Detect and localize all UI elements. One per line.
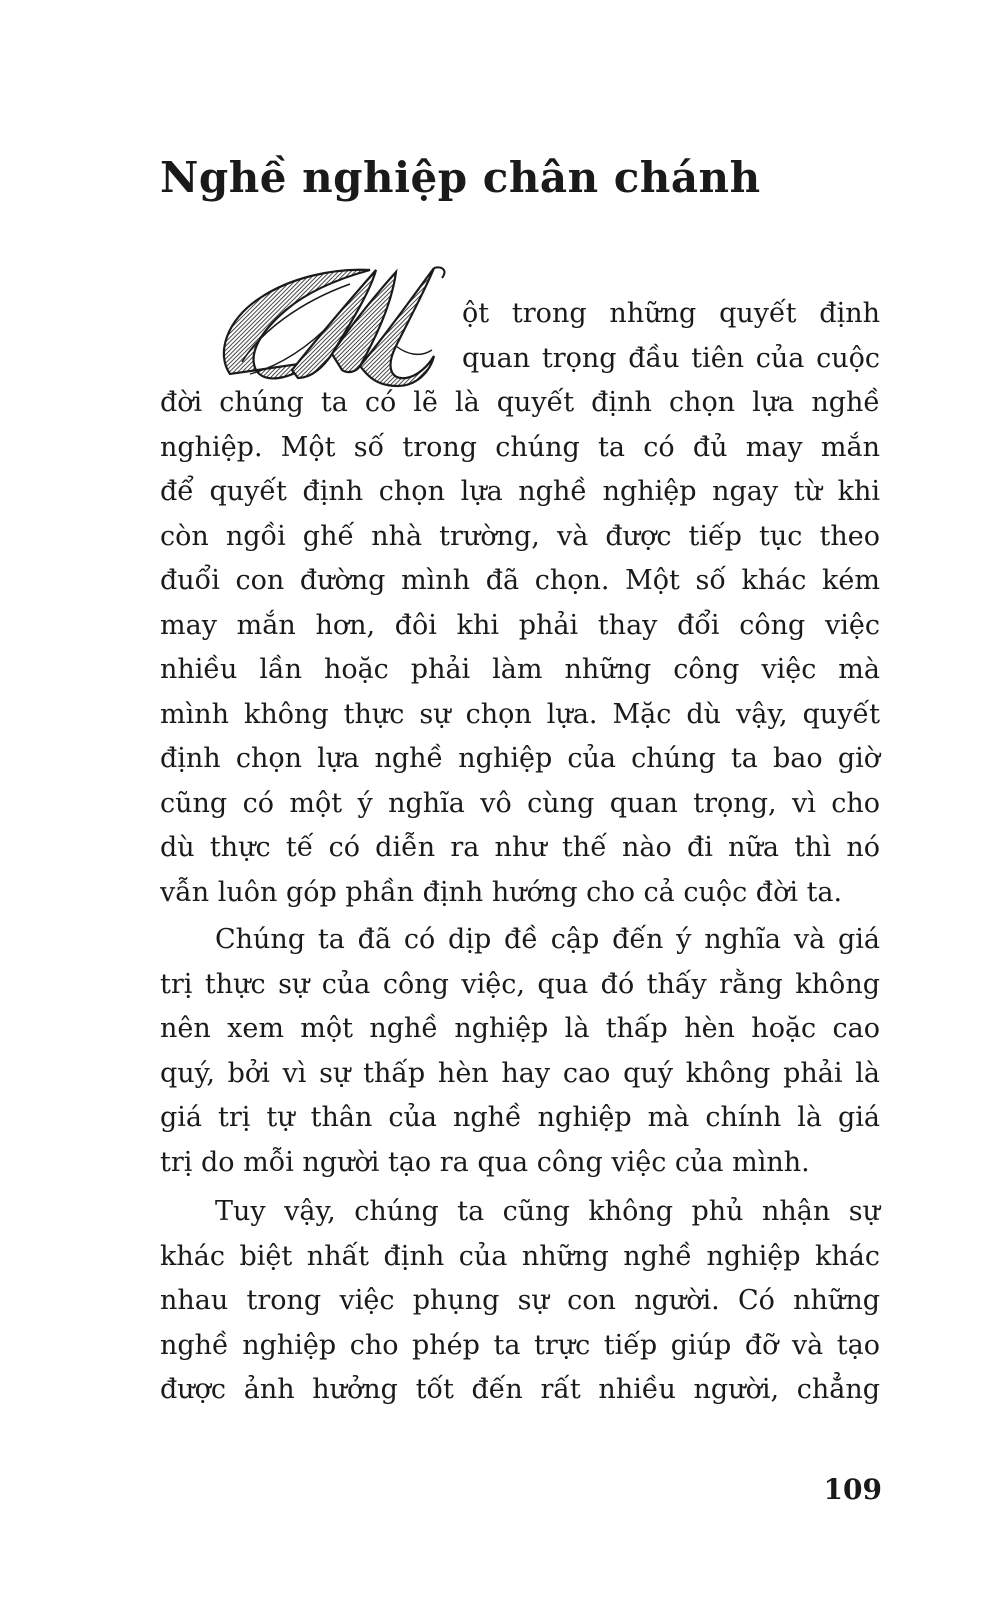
paragraph-1 xyxy=(160,292,880,915)
text-line: nhiều lần hoặc phải làm những công việc mà xyxy=(160,654,880,685)
text-line: Chúng ta đã có dịp đề cập đến ý nghĩa và giá xyxy=(215,924,880,955)
text-line: may mắn hơn, đôi khi phải thay đổi công việc xyxy=(160,609,880,641)
text-line: ột trong những quyết định xyxy=(462,298,880,329)
text-line: nghiệp. Một số trong chúng ta có đủ may mắn xyxy=(160,431,880,463)
text-line: để quyết định chọn lựa nghề nghiệp ngay từ khi xyxy=(160,476,880,507)
text-line: cũng có một ý nghĩa vô cùng quan trọng, vì cho xyxy=(160,787,880,819)
text-line: Tuy vậy, chúng ta cũng không phủ nhận sự xyxy=(215,1196,880,1227)
text-line: mình không thực sự chọn lựa. Mặc dù vậy, quyết xyxy=(160,698,880,730)
text-line: giá trị tự thân của nghề nghiệp mà chính là giá xyxy=(160,1102,880,1133)
text-line: đuổi con đường mình đã chọn. Một số khác kém xyxy=(160,565,880,596)
text-line: nên xem một nghề nghiệp là thấp hèn hoặc cao xyxy=(160,1013,880,1044)
text-line: trị do mỗi người tạo ra qua công việc của mình. xyxy=(160,1146,810,1178)
text-line: định chọn lựa nghề nghiệp của chúng ta bao giờ xyxy=(160,743,880,774)
text-line: trị thực sự của công việc, qua đó thấy rằng không xyxy=(160,968,880,1000)
paragraph-2 xyxy=(160,918,880,1185)
chapter-title: Nghề nghiệp chân chánh xyxy=(160,153,761,202)
paragraph-3 xyxy=(160,1190,880,1413)
text-line: quý, bởi vì sự thấp hèn hay cao quý không phải là xyxy=(160,1057,880,1089)
page-number: 109 xyxy=(823,1473,882,1506)
text-line: khác biệt nhất định của những nghề nghiệp khác xyxy=(160,1240,880,1272)
text-line: quan trọng đầu tiên của cuộc xyxy=(462,342,880,374)
text-line: nhau trong việc phụng sự con người. Có những xyxy=(160,1285,880,1316)
text-line: nghề nghiệp cho phép ta trực tiếp giúp đỡ và tạo xyxy=(160,1329,880,1361)
text-line: dù thực tế có diễn ra như thế nào đi nữa thì nó xyxy=(160,832,880,863)
text-line: còn ngồi ghế nhà trường, và được tiếp tục theo xyxy=(160,520,880,552)
text-line: đời chúng ta có lẽ là quyết định chọn lựa nghề xyxy=(160,387,880,418)
text-line: được ảnh hưởng tốt đến rất nhiều người, chẳng xyxy=(160,1374,880,1405)
text-line: vẫn luôn góp phần định hướng cho cả cuộc đời ta. xyxy=(160,876,843,908)
